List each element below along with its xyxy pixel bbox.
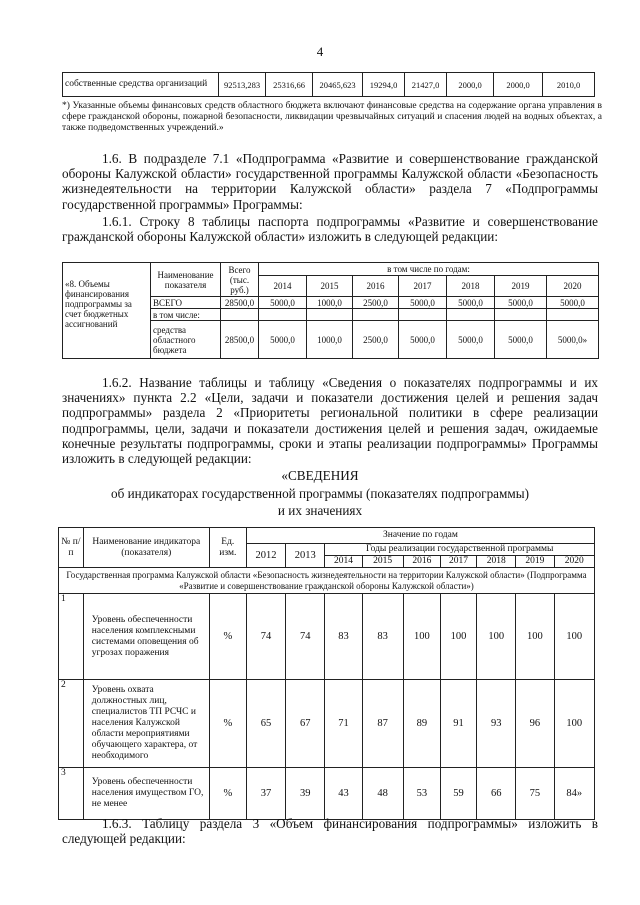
row-name: Уровень обеспеченности населения комплексными системами оповещения об угрозах поражения	[83, 594, 209, 680]
value-cell: 66	[477, 768, 516, 820]
year-header: 2014	[259, 276, 307, 297]
row-num: 3	[59, 768, 84, 820]
value-cell: 100	[554, 680, 594, 768]
year-header: 2019	[516, 556, 554, 568]
value-cell: 74	[246, 594, 285, 680]
value-cell: 37	[246, 768, 285, 820]
value-cell: 5000,0	[399, 321, 447, 359]
col-header-name: Наименование индикатора (показателя)	[83, 528, 209, 568]
value-cell: 93	[477, 680, 516, 768]
year-header: 2015	[362, 556, 403, 568]
row-name: Уровень охвата должностных лиц, специалистов ТП РСЧС и населения Калужской области мероприятиями обучающего характера, от необходимого	[83, 680, 209, 768]
value-cell: 2000,0	[494, 73, 543, 97]
col-header-unit: Ед. изм.	[209, 528, 246, 568]
row-unit: %	[209, 680, 246, 768]
year-header: 2016	[353, 276, 399, 297]
page-number: 4	[316, 44, 324, 59]
value-cell: 21427,0	[405, 73, 447, 97]
value-cell: 53	[403, 768, 440, 820]
year-header: 2012	[246, 544, 285, 568]
year-header: 2017	[399, 276, 447, 297]
col-header-num: № п/п	[59, 528, 84, 568]
value-cell: 5000,0	[447, 297, 495, 309]
program-row: Государственная программа Калужской области «Безопасность жизнедеятельности на территории Калужской области» (Подпрограмма «Развитие и совершенствование гражданской обороны Калужской области»)	[59, 568, 595, 594]
value-cell: 100	[440, 594, 476, 680]
value-cell: 1000,0	[307, 297, 353, 309]
value-cell: 100	[403, 594, 440, 680]
value-cell: 83	[325, 594, 362, 680]
value-cell: 65	[246, 680, 285, 768]
table-row	[63, 73, 595, 97]
year-header: 2020	[554, 556, 594, 568]
value-cell: 75	[516, 768, 554, 820]
value-cell: 84»	[554, 768, 594, 820]
value-cell: 83	[362, 594, 403, 680]
total-cell: 28500,0	[221, 297, 259, 309]
value-cell: 5000,0»	[547, 321, 599, 359]
value-cell: 5000,0	[259, 297, 307, 309]
year-header: 2013	[286, 544, 325, 568]
col-header-name: Наименование показателя	[151, 263, 221, 297]
passport-row-label: «8. Объемы финансирования подпрограммы за счет бюджетных ассигнований	[63, 263, 151, 359]
value-cell: 2010,0	[543, 73, 595, 97]
value-cell: 25316,66	[266, 73, 313, 97]
value-cell: 74	[286, 594, 325, 680]
col-header-implementation: Годы реализации государственной программы	[325, 544, 595, 556]
year-header: 2020	[547, 276, 599, 297]
value-cell: 48	[362, 768, 403, 820]
year-header: 2019	[495, 276, 547, 297]
value-cell: 5000,0	[547, 297, 599, 309]
heading-line-3: и их значениях	[277, 503, 363, 518]
top-funding-table	[62, 72, 595, 97]
value-cell: 89	[403, 680, 440, 768]
table-row	[59, 594, 595, 680]
year-header: 2014	[325, 556, 362, 568]
value-cell: 71	[325, 680, 362, 768]
value-cell: 5000,0	[495, 297, 547, 309]
table-row	[59, 680, 595, 768]
passport-table	[62, 262, 599, 359]
paragraph-1-6-3: 1.6.3. Таблицу раздела 3 «Объем финансирования подпрограммы» изложить в следующей редакции:	[62, 816, 598, 847]
value-cell: 1000,0	[307, 321, 353, 359]
row-name: Уровень обеспеченности населения имуществом ГО, не менее	[83, 768, 209, 820]
row-name: ВСЕГО	[151, 297, 221, 309]
year-header: 2018	[477, 556, 516, 568]
paragraph-1-6-2: 1.6.2. Название таблицы и таблицу «Сведения о показателях подпрограммы и их значениях» пункта 2.2 «Цели, задачи и показатели достижения целей и решения задач подпрограммы» раздела 2 «Приоритеты региональной политики в сфере реализации подпрограммы, цели, задачи и показатели достижения целей и решения задач, ожидаемые конечные результаты подпрограммы, сроки и этапы реализации подпрограммы» Программы изложить в следующей редакции:	[62, 375, 598, 467]
paragraph-1-6-1: 1.6.1. Строку 8 таблицы паспорта подпрограммы «Развитие и совершенствование гражданской обороны Калужской области» изложить в следующей редакции:	[62, 214, 598, 245]
row-num: 2	[59, 680, 84, 768]
row-num: 1	[59, 594, 84, 680]
year-header: 2018	[447, 276, 495, 297]
value-cell: 92513,283	[219, 73, 266, 97]
heading-line-2: об индикаторах государственной программы (показателях подпрограммы)	[111, 486, 529, 501]
row-unit: %	[209, 768, 246, 820]
footnote: *) Указанные объемы финансовых средств областного бюджета включают финансовые средства на содержание органа управления в сфере гражданской обороны, пожарной безопасности, ликвидации чрезвычайных ситуаций и спасения людей на водных объектах, а также подведомственных учреждений.»	[62, 101, 602, 133]
row-name: в том числе:	[151, 309, 221, 321]
indicators-table	[58, 527, 595, 820]
value-cell: 19294,0	[363, 73, 405, 97]
value-cell: 5000,0	[259, 321, 307, 359]
value-cell: 59	[440, 768, 476, 820]
year-header: 2016	[403, 556, 440, 568]
col-header-total: Всего (тыс. руб.)	[221, 263, 259, 297]
year-header: 2017	[440, 556, 476, 568]
value-cell: 20465,623	[313, 73, 363, 97]
value-cell: 43	[325, 768, 362, 820]
value-cell: 91	[440, 680, 476, 768]
row-label: собственные средства организаций	[63, 73, 219, 97]
value-cell: 87	[362, 680, 403, 768]
value-cell: 39	[286, 768, 325, 820]
value-cell: 2000,0	[447, 73, 494, 97]
value-cell: 5000,0	[399, 297, 447, 309]
paragraph-1-6: 1.6. В подразделе 7.1 «Подпрограмма «Развитие и совершенствование гражданской обороны Калужской области» государственной программы Калужской области «Безопасность жизнедеятельности на территории Калужской области» раздела 7 «Подпрограммы государственной программы» Программы:	[62, 151, 598, 212]
col-header-values: Значение по годам	[246, 528, 594, 544]
heading-line-1: «СВЕДЕНИЯ	[281, 468, 359, 483]
value-cell: 96	[516, 680, 554, 768]
table-row	[59, 768, 595, 820]
value-cell: 100	[477, 594, 516, 680]
year-header: 2015	[307, 276, 353, 297]
value-cell: 100	[516, 594, 554, 680]
col-header-years: в том числе по годам:	[259, 263, 599, 276]
value-cell: 5000,0	[495, 321, 547, 359]
value-cell: 100	[554, 594, 594, 680]
value-cell: 67	[286, 680, 325, 768]
value-cell: 5000,0	[447, 321, 495, 359]
row-name: средства областного бюджета	[151, 321, 221, 359]
row-unit: %	[209, 594, 246, 680]
value-cell: 2500,0	[353, 297, 399, 309]
total-cell: 28500,0	[221, 321, 259, 359]
value-cell: 2500,0	[353, 321, 399, 359]
